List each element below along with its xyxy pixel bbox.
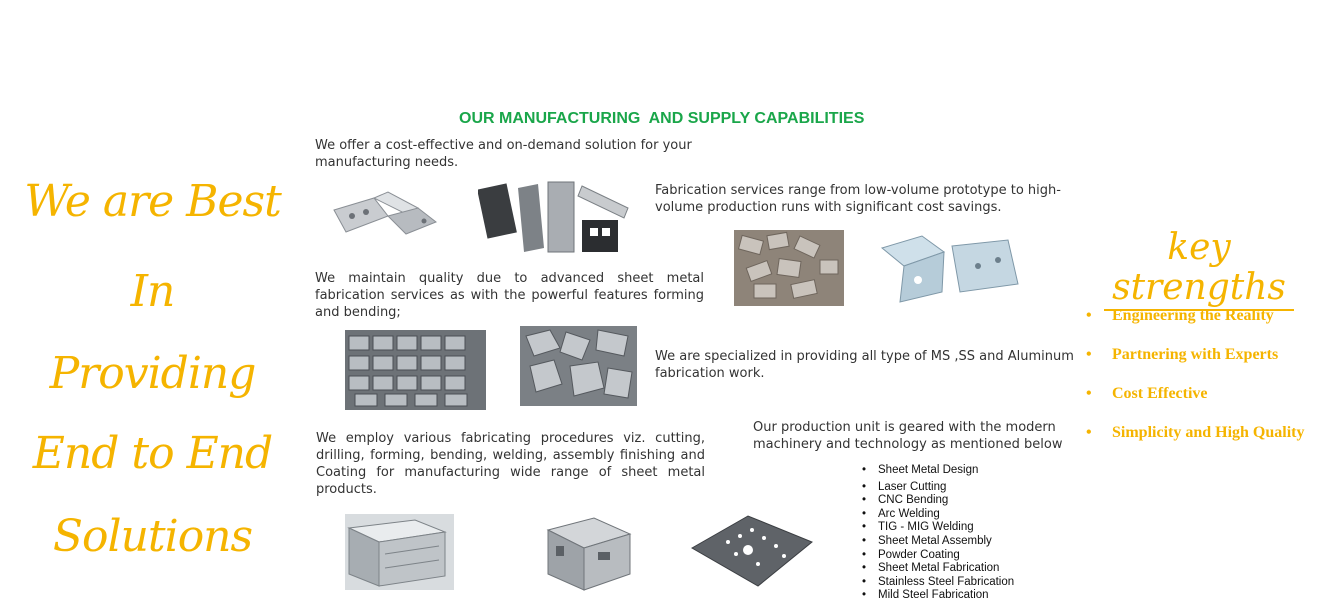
- list-item: • Simplicity and High Quality: [1086, 423, 1312, 443]
- list-item: • Mild Steel Fabrication: [862, 589, 1014, 603]
- list-item: • CNC Bending: [862, 494, 1014, 508]
- list-item: • TIG - MIG Welding: [862, 521, 1014, 535]
- banner-line-3: Providing: [49, 348, 256, 399]
- list-item: • Laser Cutting: [862, 481, 1014, 495]
- quality-paragraph: We maintain quality due to advanced sheet metal fabrication services as with the powerful features forming and bending;: [315, 271, 704, 320]
- list-item: • Cost Effective: [1086, 384, 1326, 404]
- chassis-image: [538, 512, 636, 594]
- list-item: • Engineering the Reality: [1086, 306, 1326, 326]
- list-item: • Stainless Steel Fabrication: [862, 576, 1014, 590]
- list-item: • Sheet Metal Fabrication: [862, 562, 1014, 576]
- page-title: OUR MANUFACTURING AND SUPPLY CAPABILITIES: [459, 110, 865, 127]
- fabrication-range-paragraph: Fabrication services range from low-volume prototype to high-volume production runs with significant cost savings.: [655, 183, 1061, 215]
- process-list: [862, 464, 1014, 603]
- brackets-set-image: [478, 178, 636, 256]
- banner-line-5: Solutions: [52, 511, 253, 562]
- procedures-paragraph: We employ various fabricating procedures viz. cutting, drilling, forming, bending, welding, assembly finishing and Coating for manufacturing wide range of sheet metal products.: [316, 431, 705, 497]
- intro-paragraph: We offer a cost-effective and on-demand solution for your manufacturing needs.: [315, 138, 692, 170]
- banner-line-4: End to End: [32, 428, 273, 479]
- washers-image: [734, 230, 844, 306]
- perforated-panel-image: [688, 512, 816, 592]
- parts-batch-image: [345, 330, 486, 410]
- banner-line-2: In: [130, 266, 175, 317]
- stamped-parts-image: [520, 326, 637, 406]
- list-item: • Sheet Metal Assembly: [862, 535, 1014, 549]
- production-unit-paragraph: Our production unit is geared with the modern machinery and technology as mentioned below: [753, 420, 1063, 452]
- list-item: • Sheet Metal Design: [862, 464, 1014, 478]
- angle-brackets-image: [878, 230, 1020, 304]
- bracket-image-1: [326, 188, 452, 248]
- key-strengths-title: key strengths: [1104, 228, 1294, 311]
- list-item: • Arc Welding: [862, 508, 1014, 522]
- specialization-paragraph: We are specialized in providing all type of MS ,SS and Aluminum fabrication work.: [655, 349, 1074, 381]
- banner-line-1: We are Best: [24, 176, 281, 227]
- enclosure-boxes-image: [345, 514, 454, 590]
- list-item: • Powder Coating: [862, 549, 1014, 563]
- list-item: • Partnering with Experts: [1086, 345, 1326, 365]
- key-strengths-list: [1086, 306, 1326, 462]
